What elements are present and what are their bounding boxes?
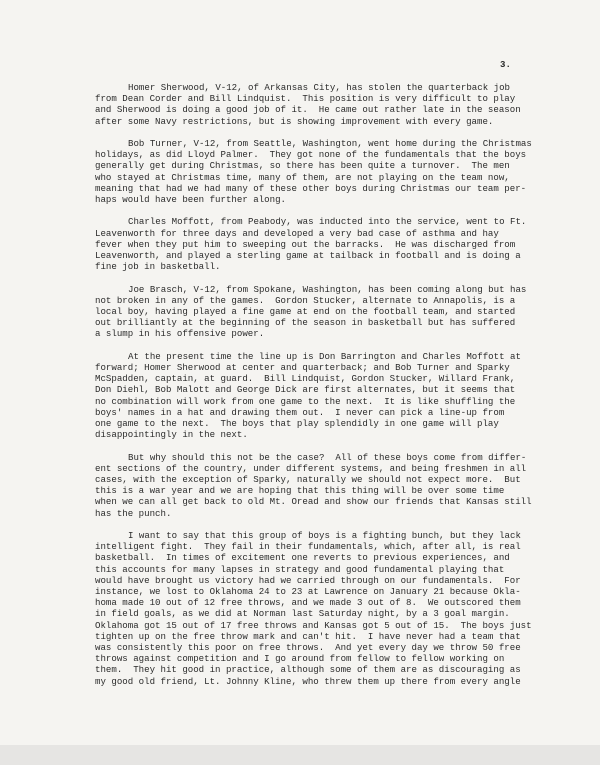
text-line: forward; Homer Sherwood at center and quarterback; and Bob Turner and Sparky [95,362,510,374]
text-line: out brilliantly at the beginning of the season in basketball but has suffered [95,317,516,329]
text-line: disappointingly in the next. [95,429,248,441]
text-line: boys' names in a hat and drawing them out. I never can pick a line-up from [95,406,505,418]
text-line: Don Diehl, Bob Malott and George Dick are first alternates, but it seems that [95,384,516,396]
paragraph [95,452,532,519]
text-line: no combination will work from one game to the next. It is like shuffling the [95,395,516,407]
text-line: Leavenworth, and played a sterling game at tailback in football and is doing a [95,250,521,262]
page-number: 3. [500,59,511,70]
document-body [95,82,532,698]
text-line: Joe Brasch, V-12, from Spokane, Washington, has been coming along but has [128,283,527,295]
text-line: generally get during Christmas, so there has been quite a turnover. The men [95,160,510,172]
text-line: But why should this not be the case? All of these boys come from differ- [128,451,527,463]
paragraph [95,351,532,441]
text-line: fever when they put him to sweeping out the barracks. He was discharged from [95,238,516,250]
text-line: McSpadden, captain, at guard. Bill Lindquist, Gordon Stucker, Willard Frank, [95,373,516,385]
text-line: tighten up on the free throw mark and can't hit. I have never had a team that [95,630,521,642]
text-line: would have brought us victory had we carried through on our fundamentals. For [95,574,521,586]
text-line: ent sections of the country, under different systems, and being freshmen in all [95,462,527,474]
paragraph [95,138,532,205]
text-line: my good old friend, Lt. Johnny Kline, who threw them up there from every angle [95,675,521,687]
text-line: after some Navy restrictions, but is showing improvement with every game. [95,115,494,127]
text-line: At the present time the line up is Don Barrington and Charles Moffott at [128,350,521,362]
text-line: this accounts for many lapses in strategy and good fundamental playing that [95,563,505,575]
text-line: Oklahoma got 15 out of 17 free throws and Kansas got 5 out of 15. The boys just [95,619,532,631]
text-line: in field goals, as we did at Norman last Saturday night, by a 3 goal margin. [95,608,510,620]
text-line: not broken in any of the games. Gordon Stucker, alternate to Annapolis, is a [95,294,516,306]
text-line: a slump in his offensive power. [95,328,265,340]
text-line: and Sherwood is doing a good job of it. He came out rather late in the season [95,104,521,116]
text-line: haps would have been further along. [95,194,286,206]
paragraph [95,82,532,127]
text-line: local boy, having played a fine game at end on the football team, and started [95,306,516,318]
paragraph [95,216,532,272]
text-line: this is a war year and we are hoping that this thing will be over some time [95,485,505,497]
text-line: them. They hit good in practice, although some of them are as discouraging as [95,664,521,676]
text-line: Charles Moffott, from Peabody, was inducted into the service, went to Ft. [128,216,527,228]
text-line: has the punch. [95,507,172,519]
paragraph [95,530,532,687]
paragraph [95,284,532,340]
text-line: holidays, as did Lloyd Palmer. They got none of the fundamentals that the boys [95,149,527,161]
text-line: instance, we lost to Oklahoma 24 to 23 at Lawrence on January 21 because Okla- [95,586,521,598]
text-line: from Dean Corder and Bill Lindquist. This position is very difficult to play [95,93,516,105]
text-line: basketball. In times of excitement one reverts to previous experiences, and [95,552,510,564]
text-line: meaning that had we had many of these other boys during Christmas our team per- [95,182,527,194]
text-line: intelligent fight. They fail in their fundamentals, which, after all, is real [95,541,521,553]
text-line: when we can all get back to old Mt. Oread and show our friends that Kansas still [95,496,532,508]
text-line: I want to say that this group of boys is a fighting bunch, but they lack [128,530,521,542]
text-line: Homer Sherwood, V-12, of Arkansas City, has stolen the quarterback job [128,82,510,93]
text-line: cases, with the exception of Sparky, naturally we should not expect more. But [95,474,521,486]
text-line: who stayed at Christmas time, many of them, are not playing on the team now, [95,171,510,183]
text-line: Leavenworth for three days and developed a very bad case of asthma and hay [95,227,499,239]
text-line: one game to the next. The boys that play splendidly in one game will play [95,418,499,430]
text-line: was consistently this poor on free throws. And yet every day we throw 50 free [95,642,521,654]
text-line: homa made 10 out of 12 free throws, and we made 3 out of 8. We outscored them [95,597,521,609]
text-line: fine job in basketball. [95,261,221,273]
text-line: throws against competition and I go around from fellow to fellow working on [95,653,505,665]
text-line: Bob Turner, V-12, from Seattle, Washington, went home during the Christmas [128,138,532,149]
